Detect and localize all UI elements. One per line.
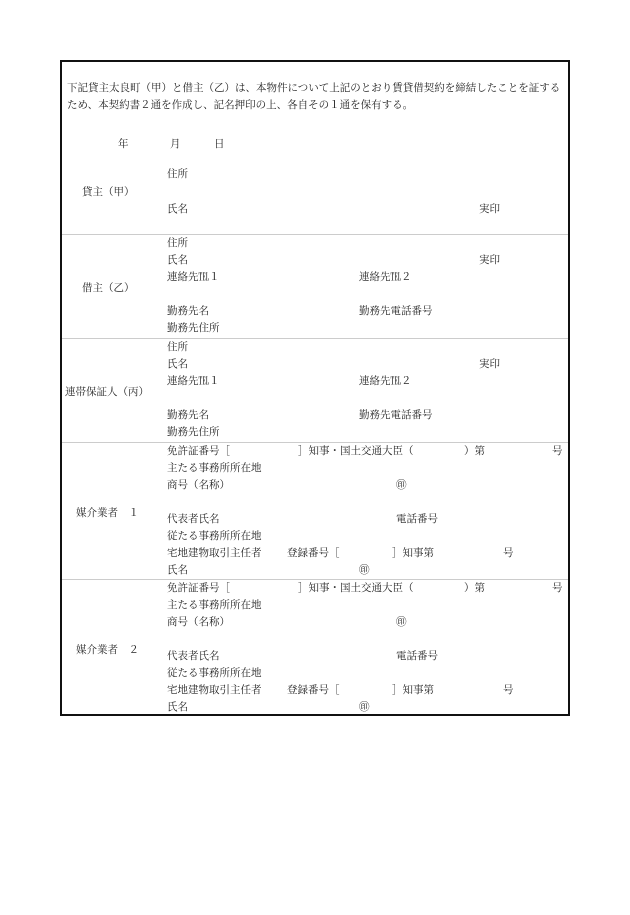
- broker2-license-go: 号: [552, 582, 563, 594]
- guarantor-seal: 実印: [479, 358, 500, 370]
- broker2-agent-seal: ㊞: [359, 701, 370, 713]
- lender-name: 氏名: [167, 203, 188, 215]
- borrower-name: 氏名: [167, 254, 188, 266]
- broker1-seal-mark: ㊞: [396, 479, 407, 491]
- lender-label: 貸主（甲）: [82, 186, 135, 198]
- broker1-rep-name: 代表者氏名: [167, 513, 220, 525]
- broker2-license-mid: ］知事・国土交通大臣（: [298, 582, 414, 594]
- borrower-contact2: 連絡先℡２: [359, 271, 412, 283]
- broker2-seal-mark: ㊞: [396, 616, 407, 628]
- guarantor-contact2: 連絡先℡２: [359, 375, 412, 387]
- broker1-agent: 宅地建物取引主任者: [167, 547, 262, 559]
- date-year: 年: [118, 138, 129, 150]
- broker1-reg-no: 登録番号［: [287, 547, 340, 559]
- broker1-license-end: ）第: [464, 445, 485, 457]
- broker2-phone: 電話番号: [396, 650, 438, 662]
- divider: [62, 579, 568, 580]
- broker2-license-no: 免許証番号［: [167, 582, 230, 594]
- broker2-agent: 宅地建物取引主任者: [167, 684, 262, 696]
- broker1-trade-name: 商号（名称）: [167, 479, 230, 491]
- broker2-main-office: 主たる事務所所在地: [167, 599, 262, 611]
- borrower-employer-address: 勤務先住所: [167, 322, 220, 334]
- broker1-main-office: 主たる事務所所在地: [167, 462, 262, 474]
- borrower-label: 借主（乙）: [82, 282, 135, 294]
- broker2-sub-office: 従たる事務所所在地: [167, 667, 262, 679]
- broker1-license-no: 免許証番号［: [167, 445, 230, 457]
- guarantor-name: 氏名: [167, 358, 188, 370]
- lender-address: 住所: [167, 168, 188, 180]
- broker2-license-end: ）第: [464, 582, 485, 594]
- broker2-reg-go: 号: [503, 684, 514, 696]
- borrower-contact1: 連絡先℡１: [167, 271, 220, 283]
- broker1-phone: 電話番号: [396, 513, 438, 525]
- broker1-sub-office: 従たる事務所所在地: [167, 530, 262, 542]
- broker2-reg-mid: ］知事第: [392, 684, 434, 696]
- borrower-address: 住所: [167, 237, 188, 249]
- guarantor-contact1: 連絡先℡１: [167, 375, 220, 387]
- divider: [62, 338, 568, 339]
- broker2-reg-no: 登録番号［: [287, 684, 340, 696]
- lender-seal: 実印: [479, 203, 500, 215]
- broker2-label: 媒介業者 ２: [76, 644, 139, 656]
- broker1-reg-mid: ］知事第: [392, 547, 434, 559]
- divider: [62, 234, 568, 235]
- broker1-license-go: 号: [552, 445, 563, 457]
- broker1-license-mid: ］知事・国土交通大臣（: [298, 445, 414, 457]
- contract-signature-section: [60, 60, 570, 716]
- date-month: 月: [170, 138, 181, 150]
- broker1-agent-name: 氏名: [167, 564, 188, 576]
- broker2-agent-name: 氏名: [167, 701, 188, 713]
- guarantor-label: 連帯保証人（丙）: [65, 386, 149, 398]
- borrower-employer: 勤務先名: [167, 305, 209, 317]
- borrower-seal: 実印: [479, 254, 500, 266]
- divider: [62, 442, 568, 443]
- broker2-rep-name: 代表者氏名: [167, 650, 220, 662]
- guarantor-address: 住所: [167, 341, 188, 353]
- broker2-trade-name: 商号（名称）: [167, 616, 230, 628]
- broker1-label: 媒介業者 １: [76, 507, 139, 519]
- intro-text: 下記貸主太良町（甲）と借主（乙）は、本物件について上記のとおり賃貸借契約を締結したことを証するため、本契約書２通を作成し、記名押印の上、各自その１通を保有する。: [67, 82, 561, 111]
- date-day: 日: [214, 138, 225, 150]
- guarantor-employer: 勤務先名: [167, 409, 209, 421]
- broker1-reg-go: 号: [503, 547, 514, 559]
- borrower-employer-phone: 勤務先電話番号: [359, 305, 433, 317]
- guarantor-employer-phone: 勤務先電話番号: [359, 409, 433, 421]
- guarantor-employer-address: 勤務先住所: [167, 426, 220, 438]
- broker1-agent-seal: ㊞: [359, 564, 370, 576]
